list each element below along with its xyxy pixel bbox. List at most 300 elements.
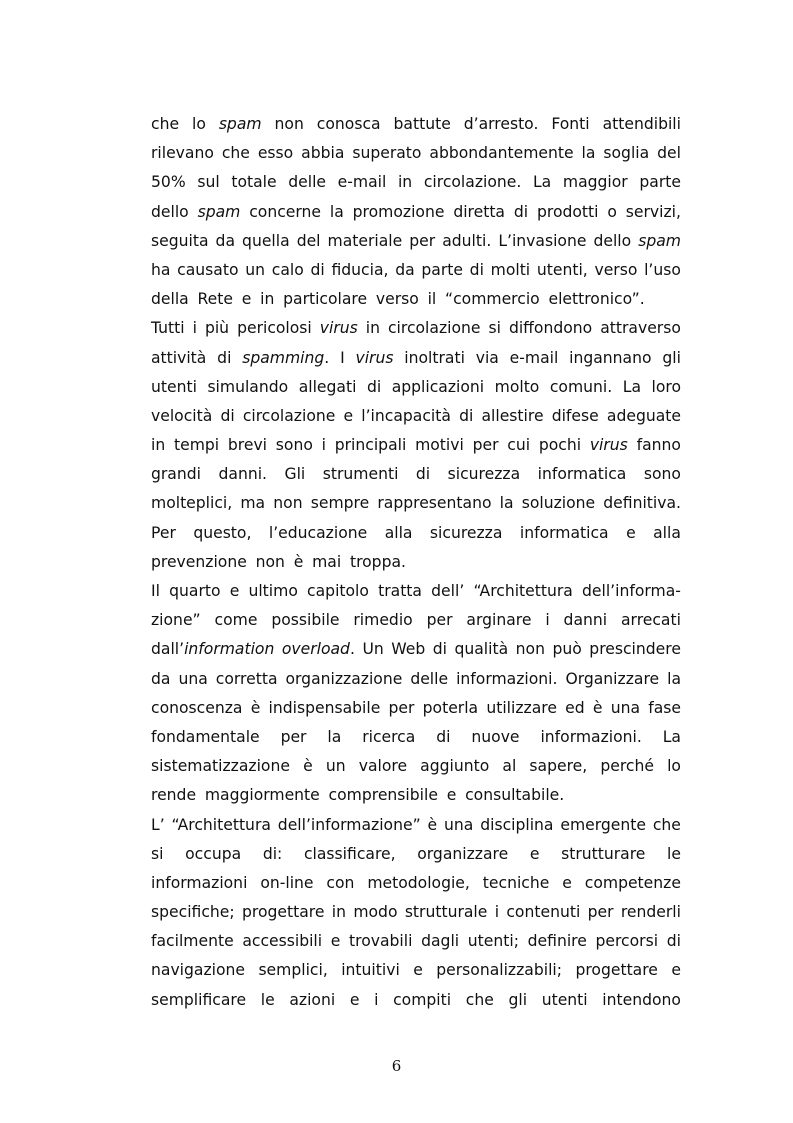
word [332,898,346,927]
word-text: del [296,231,321,250]
word-text: è [427,815,438,834]
word [433,635,447,664]
word-text: circolazione [387,319,481,338]
text-line [151,256,681,285]
word [286,665,403,694]
word [378,577,422,606]
word-text: utenti; [467,932,519,951]
word [272,256,304,285]
word [626,519,636,548]
word-text: sono [643,465,681,484]
word-text: per [388,698,415,717]
text-line [151,489,681,518]
word [392,373,484,402]
word [341,956,400,985]
word-text: motivi [415,436,464,455]
word-text: competenze [584,873,681,892]
word [344,402,354,431]
word [491,256,531,285]
word [218,460,267,489]
word [520,519,609,548]
word [657,139,681,168]
word-text: quella [242,231,290,250]
word-text: intendono [602,990,681,1009]
word-text: adulti. [442,231,492,250]
word [644,460,681,489]
text-line [151,781,681,810]
text-line [151,635,681,664]
word-text: progettare [241,903,325,922]
word [468,927,519,956]
word-text: la [667,669,681,688]
word-text: cui [507,436,531,455]
word-text: non [515,640,545,659]
word [376,285,423,314]
word-text: dell’ [431,582,465,600]
word-text: per [409,231,436,250]
word [560,811,646,840]
word-text: sapere, [529,757,588,776]
word [648,694,681,723]
word [466,986,494,1015]
word-text: e [241,290,252,309]
word-text: l’incapacità [361,406,451,425]
word [652,373,681,402]
word-text: da [151,669,171,688]
word [263,840,283,869]
word-text: elettronico”. [548,290,645,309]
word [310,256,324,285]
word-text: contenuti [506,903,581,922]
word [198,198,241,227]
word-text: esso [257,144,294,163]
word [151,927,234,956]
word-text: sul [197,173,220,192]
word-text: danni. [218,465,267,484]
word-text: facilmente [151,932,234,951]
word [662,344,681,373]
text-line [151,898,681,927]
word-text: per [280,727,307,746]
word-text: parte [639,173,681,192]
word [377,489,491,518]
word [362,635,383,664]
word [539,431,581,460]
word-text: il [427,290,437,309]
word [621,898,681,927]
word [428,285,441,314]
word [602,986,681,1015]
word-text: quarto [169,582,221,600]
word [271,606,339,635]
word [151,606,201,635]
word-text: i [494,903,500,922]
word [510,344,559,373]
word-text: Un [362,640,384,659]
word-text: danni [563,611,608,630]
word-text: non [274,115,304,133]
word-text: on-line [260,873,314,892]
word [323,460,399,489]
word [389,694,415,723]
word [398,168,412,197]
word [242,898,324,927]
word [374,986,378,1015]
word-text: per [472,436,499,455]
word-text: comprensibile [328,786,438,805]
word [151,665,170,694]
word-text: che [652,815,681,834]
word [330,198,344,227]
word [507,431,530,460]
word-text: velocità [151,406,213,425]
word [471,723,519,752]
word-text: e [529,844,540,863]
word [653,519,681,548]
word [551,110,589,139]
word [276,431,313,460]
word [151,519,176,548]
word [216,227,235,256]
word [151,314,185,343]
word [537,198,599,227]
word-text: di [666,932,681,951]
word-text: alla [653,523,681,542]
word-text: lo [667,757,681,776]
word-text: strutturare [561,844,646,863]
word-text: dello [151,202,189,221]
word [603,489,681,518]
word-text: accessibili [242,932,323,951]
text-line [151,460,681,489]
word-text: parte [421,260,463,279]
text-line [151,373,681,402]
italic-term: virus [355,348,394,367]
word-text: e-mail [337,173,387,192]
word-text: La [662,727,681,746]
text-line [151,986,681,1015]
word [349,927,412,956]
word-text: sicurezza [447,465,521,484]
word-text: applicazioni [391,377,485,396]
text-line [151,198,681,227]
word [326,869,354,898]
word-text: Tutti [151,319,185,338]
word [151,285,193,314]
word-text: in [397,173,413,192]
word-text: e [229,582,240,600]
text-line [151,431,681,460]
word [405,898,488,927]
word [249,198,321,227]
word-text: di [432,640,447,659]
word [538,460,627,489]
word-text: sicurezza [429,523,503,542]
word-text: personalizzabili; [436,961,563,980]
word [552,635,581,664]
word-text: conoscenza [151,698,243,717]
word-text: i [192,319,197,338]
word [356,344,394,373]
word-text: rimedio [353,611,413,630]
word [329,781,443,810]
word [638,227,681,256]
word-text: comuni. [549,377,613,396]
word [303,752,313,781]
word-text: azioni [289,990,336,1009]
word [667,927,681,956]
word [350,548,410,577]
word-text: “Architettura [473,582,573,600]
word-text: di [217,348,232,367]
word [626,198,681,227]
word-text: brevi [227,436,268,455]
word [151,752,290,781]
text-line [151,110,681,139]
word [243,402,336,431]
word [248,577,297,606]
word-text: La [622,377,641,396]
word-text: e [671,961,681,980]
word-text: i [321,436,326,455]
word [486,694,557,723]
word-text: gli [662,348,681,367]
word-text: le [667,844,681,863]
word-text: al [502,757,517,776]
word-text: è [293,552,304,571]
word-text: di [436,727,451,746]
word [590,431,628,460]
word [611,694,640,723]
word-text: troppa. [349,552,406,571]
word-text: diffondono [508,319,593,338]
word [242,927,322,956]
word [151,548,251,577]
text-line [151,344,681,373]
word [151,460,201,489]
word-text: prescindere [589,640,681,659]
word [453,198,505,227]
word [540,723,641,752]
word-text: informatica [519,523,609,542]
word [480,811,553,840]
text-line [151,927,681,956]
word-text: in [331,903,346,922]
word-text: valore [358,757,408,776]
word-text: seguita [151,231,209,250]
word-text: circolazione. [423,173,522,192]
word-text: una [444,815,474,834]
word [197,168,219,197]
word [465,781,569,810]
word [178,665,207,694]
word-text: di [513,202,529,221]
word-text: attraverso [600,319,681,338]
word-text: l’educazione [268,523,368,542]
word-text: maggior [562,173,628,192]
word [151,168,186,197]
word [151,110,179,139]
word-text: Web [391,640,426,659]
word-text: zione” [151,611,201,630]
word-text: Il [151,582,160,600]
word-text: delle [410,669,449,688]
word-text: navigazione [151,961,245,980]
punctuation: . [324,348,330,367]
word-text: arrecati [621,611,681,630]
word-text: gli [508,990,528,1009]
word [667,752,681,781]
word [500,489,514,518]
word [359,752,407,781]
word-text: ricerca [362,727,416,746]
word-text: organizzazione [285,669,403,688]
word [151,139,214,168]
word-text: calo [271,260,304,279]
word [528,927,587,956]
word-text: informazioni. [540,727,642,746]
word [542,986,588,1015]
word [230,577,240,606]
word [151,577,160,606]
word [393,986,451,1015]
word [464,110,539,139]
word [237,314,312,343]
word-text: di [310,260,325,279]
word-text: diretta [453,202,505,221]
word [562,869,572,898]
word-text: verso [594,260,638,279]
word [409,227,435,256]
word-text: informatica [537,465,627,484]
word-text: La [532,173,552,192]
text-line [151,402,681,431]
word [169,577,220,606]
word [593,227,631,256]
word [251,694,261,723]
word-text: o [607,202,617,221]
word [193,314,197,343]
word-text: non [273,494,303,513]
word-text: Per [151,523,176,542]
word-text: fondamentale [151,727,260,746]
word-text: una [610,698,641,717]
word [283,285,371,314]
word-text: ha [151,260,171,279]
word [288,168,326,197]
word-text: un [325,757,346,776]
word-text: concerne [249,202,322,221]
word-text: e-mail [509,348,559,367]
word [444,811,473,840]
word-text: L’invasione [498,231,587,250]
italic-term: spam [218,115,262,133]
word-text: emergente [560,815,646,834]
word [220,402,234,431]
word-text: attendibili [602,115,681,133]
word [151,694,242,723]
word-text: informazioni. [456,669,558,688]
word-text: tecniche [482,873,550,892]
word-text: poterla [422,698,479,717]
word-text: utenti, [536,260,588,279]
word [193,519,251,548]
word [607,402,681,431]
word [454,635,508,664]
word-text: fiducia, [331,260,389,279]
word [473,431,499,460]
word [447,781,461,810]
word-text: alla [384,523,413,542]
word [328,227,403,256]
word-text: questo, [193,523,252,542]
word-text: le [260,990,275,1009]
word-text: molti [490,260,531,279]
word-text: e [626,523,636,542]
word-text: adeguate [606,406,681,425]
text-line [151,227,681,256]
word-text: sono [275,436,313,455]
word-text: è [592,698,603,717]
word [340,344,345,373]
word-text: di [415,465,431,484]
word [326,752,346,781]
word [312,548,345,577]
word [603,110,681,139]
word-text: e [349,990,360,1009]
word-text: compiti [393,990,452,1009]
word [285,460,306,489]
word [550,373,612,402]
word [424,168,521,197]
word-text: 50% [151,173,186,192]
word-text: prevenzione [151,552,247,571]
word [663,723,681,752]
word-text: dello [593,231,632,250]
word-text: conosca [316,115,381,133]
text-line [151,168,681,197]
word [498,227,586,256]
word [410,665,448,694]
word [151,198,189,227]
word [415,431,464,460]
word [413,956,423,985]
word-text: occupa [185,844,242,863]
word [416,460,430,489]
word [228,431,267,460]
text-line [151,723,681,752]
word-text: l’uso [644,260,681,279]
word [420,752,489,781]
word-text: sempre [310,494,370,513]
word [436,956,562,985]
word-text: disciplina [480,815,554,834]
word-text: superato [352,144,422,163]
word [151,635,274,664]
italic-term: overload [281,640,350,659]
word-text: nuove [471,727,520,746]
word [564,606,608,635]
word [198,285,238,314]
text-line [151,519,681,548]
word [151,256,170,285]
italic-term: spamming [242,348,325,367]
word [231,168,276,197]
word-text: ingannano [569,348,652,367]
word [331,927,341,956]
text-line [151,752,681,781]
word [205,781,324,810]
